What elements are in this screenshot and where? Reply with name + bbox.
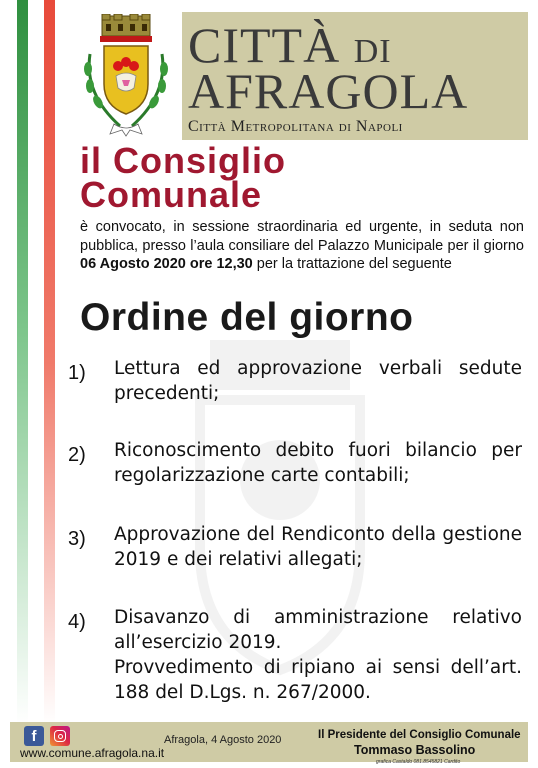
agenda-item-number: 2): [68, 444, 86, 466]
city-title-line2: AFRAGOLA: [188, 63, 469, 119]
instagram-icon[interactable]: [50, 726, 70, 746]
footer-date: Afragola, 4 Agosto 2020: [164, 734, 282, 746]
agenda-item-text: Approvazione del Rendiconto della gestione 2019 e dei relativi allegati;: [114, 524, 522, 570]
convocation-text-before: è convocato, in sessione straordinaria ed urgente, in seduta non pubblica, presso l’aula consiliare del Palazzo Municipale per il giorno: [80, 219, 524, 254]
graphics-credits: grafica Castaldo 081.8545821 Cardito: [376, 759, 461, 765]
agenda-item-number: 4): [68, 611, 86, 633]
flag-stripe-red: [44, 0, 55, 725]
agenda-item-number: 1): [68, 362, 86, 384]
convocation-text-after: per la trattazione del seguente: [252, 256, 452, 272]
city-title-line1: CITTÀ: [188, 17, 341, 73]
agenda-item-number: 3): [68, 528, 86, 550]
city-title-di: DI: [353, 33, 392, 70]
flag-stripe-white: [28, 0, 37, 725]
agenda-item-text-2: Provvedimento di ripiano ai sensi dell’art. 188 del D.Lgs. n. 267/2000.: [114, 657, 522, 703]
city-crest-icon: [80, 14, 172, 138]
council-title: [80, 140, 286, 215]
facebook-icon[interactable]: f: [24, 726, 44, 746]
council-title-line2: Comunale: [80, 174, 263, 215]
agenda-item-text: Riconoscimento debito fuori bilancio per regolarizzazione carte contabili;: [114, 440, 522, 486]
president-role: Il Presidente del Consiglio Comunale: [318, 729, 521, 741]
flag-stripe-green: [17, 0, 28, 725]
convocation-text: [80, 218, 524, 274]
agenda-item-text: Disavanzo di amministrazione relativo all’esercizio 2019.: [114, 607, 522, 653]
agenda-item-text-group: [114, 605, 522, 705]
meeting-date-time: 06 Agosto 2020 ore 12,30: [80, 256, 253, 272]
website-link[interactable]: www.comune.afragola.na.it: [20, 746, 165, 760]
agenda-title: Ordine del giorno: [80, 296, 414, 339]
president-name: Tommaso Bassolino: [354, 743, 476, 757]
instagram-icon-lens: [58, 734, 63, 739]
city-title: [188, 17, 469, 119]
agenda-item-text: Lettura ed approvazione verbali sedute precedenti;: [114, 358, 522, 404]
city-subtitle: Città Metropolitana di Napoli: [188, 118, 403, 135]
council-title-line1: il Consiglio: [80, 140, 286, 181]
